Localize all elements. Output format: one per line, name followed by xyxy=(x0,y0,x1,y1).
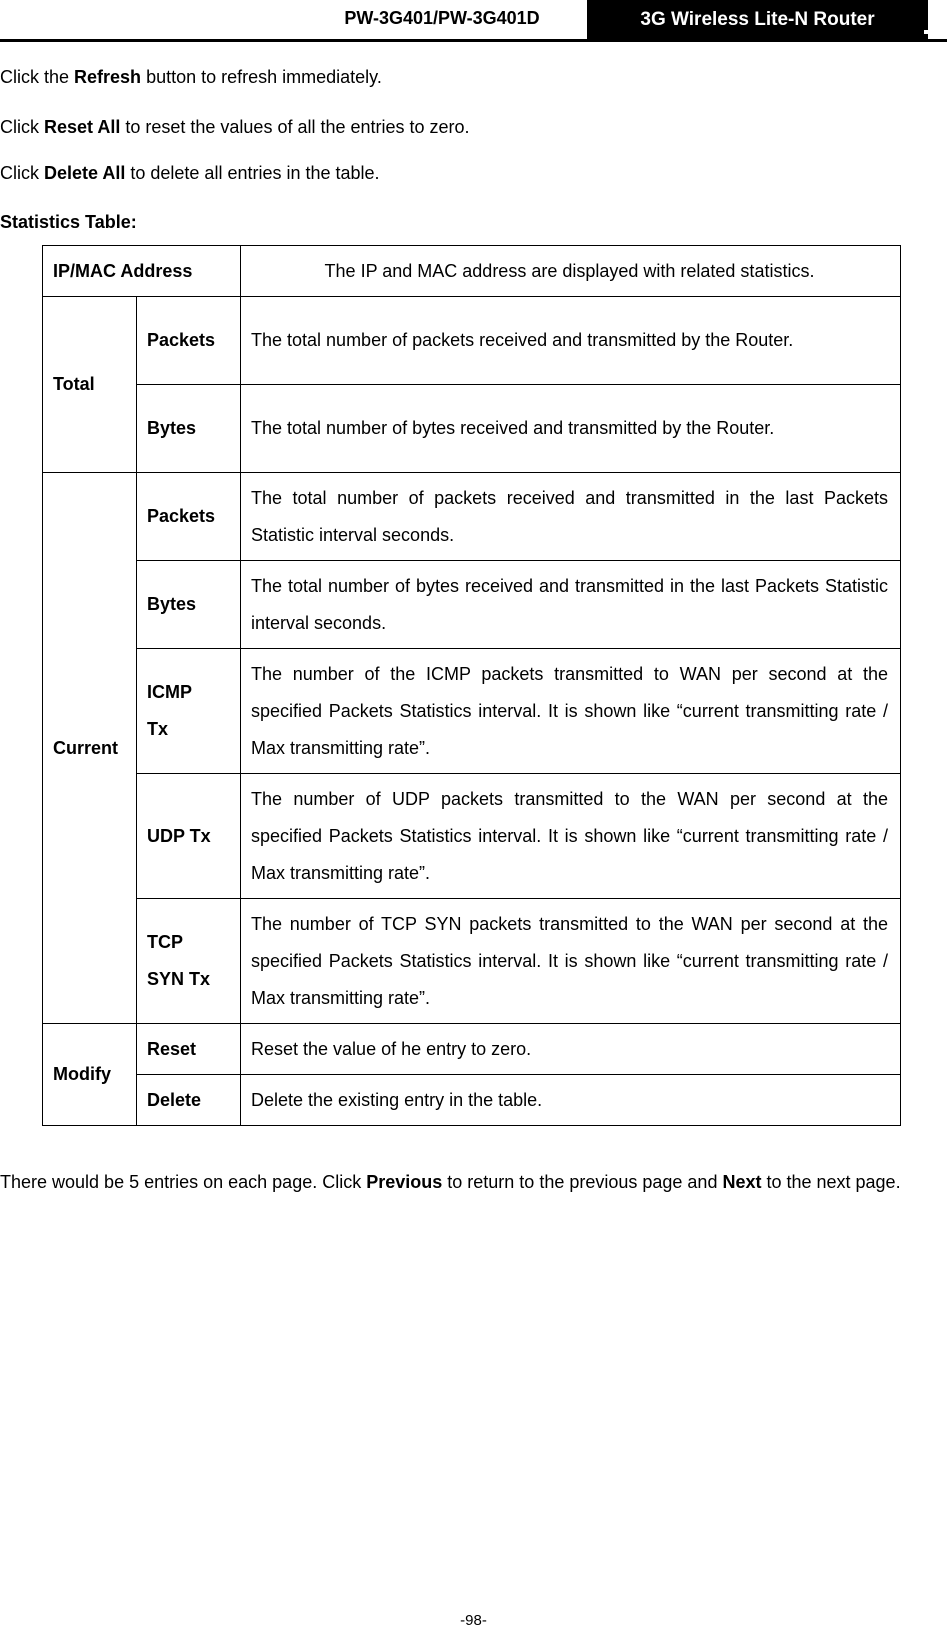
total-packets-desc: The total number of packets received and transmitted by the Router. xyxy=(241,297,901,385)
current-bytes-label: Bytes xyxy=(137,561,241,649)
statistics-table-heading: Statistics Table: xyxy=(0,212,137,232)
current-packets-desc: The total number of packets received and transmitted in the last Packets Statistic interval seconds. xyxy=(241,473,901,561)
current-bytes-desc: The total number of bytes received and transmitted in the last Packets Statistic interval seconds. xyxy=(241,561,901,649)
intro-reset-all: Click Reset All to reset the values of all the entries to zero. xyxy=(0,117,470,137)
total-bytes-desc: The total number of bytes received and transmitted by the Router. xyxy=(241,385,901,473)
table-row-modify-delete xyxy=(43,1075,901,1126)
header-tick-right xyxy=(924,30,933,34)
total-label: Total xyxy=(43,297,137,473)
table-row-total-packets xyxy=(43,297,901,385)
icmp-tx-desc: The number of the ICMP packets transmitted to WAN per second at the specified Packets Statistics interval. It is shown like “current transmitting rate / Max transmitting rate”. xyxy=(241,649,901,774)
udp-tx-desc: The number of UDP packets transmitted to the WAN per second at the specified Packets Statistics interval. It is shown like “current transmitting rate / Max transmitting rate”. xyxy=(241,774,901,899)
outro-paragraph: There would be 5 entries on each page. Click Previous to return to the previous page and Next to the next page. xyxy=(0,1172,901,1192)
ip-mac-desc: The IP and MAC address are displayed with related statistics. xyxy=(241,246,901,297)
modify-label: Modify xyxy=(43,1024,137,1126)
modify-reset-label: Reset xyxy=(137,1024,241,1075)
intro-delete-all: Click Delete All to delete all entries in the table. xyxy=(0,163,380,183)
icmp-tx-label: ICMP Tx xyxy=(137,649,241,774)
table-row-icmp-tx xyxy=(43,649,901,774)
header-rule xyxy=(0,39,947,42)
table-row-modify-reset xyxy=(43,1024,901,1075)
refresh-term: Refresh xyxy=(74,67,142,87)
page-number: -98- xyxy=(460,1612,487,1629)
tcp-syn-tx-desc: The number of TCP SYN packets transmitted to the WAN per second at the specified Packets Statistics interval. It is shown like “current transmitting rate / Max transmitting rate”. xyxy=(241,899,901,1024)
current-label: Current xyxy=(43,473,137,1024)
table-row-udp-tx xyxy=(43,774,901,899)
intro-refresh: Click the Refresh button to refresh immediately. xyxy=(0,67,382,87)
table-row-current-packets xyxy=(43,473,901,561)
reset-all-term: Reset All xyxy=(44,117,121,137)
total-bytes-label: Bytes xyxy=(137,385,241,473)
next-term: Next xyxy=(722,1172,762,1192)
page-header xyxy=(0,0,947,42)
delete-all-term: Delete All xyxy=(44,163,126,183)
table-row-current-bytes xyxy=(43,561,901,649)
modify-reset-desc: Reset the value of he entry to zero. xyxy=(241,1024,901,1075)
udp-tx-label: UDP Tx xyxy=(137,774,241,899)
modify-delete-desc: Delete the existing entry in the table. xyxy=(241,1075,901,1126)
previous-term: Previous xyxy=(366,1172,443,1192)
header-product-tab: 3G Wireless Lite-N Router xyxy=(584,0,931,40)
statistics-table xyxy=(42,245,901,1126)
tcp-syn-tx-label: TCP SYN Tx xyxy=(137,899,241,1024)
table-row-total-bytes xyxy=(43,385,901,473)
table-row-ip-mac xyxy=(43,246,901,297)
header-tick-left xyxy=(570,30,579,34)
table-row-tcp-syn-tx xyxy=(43,899,901,1024)
current-packets-label: Packets xyxy=(137,473,241,561)
modify-delete-label: Delete xyxy=(137,1075,241,1126)
header-model: PW-3G401/PW-3G401D xyxy=(344,8,540,28)
ip-mac-label: IP/MAC Address xyxy=(43,246,241,297)
total-packets-label: Packets xyxy=(137,297,241,385)
